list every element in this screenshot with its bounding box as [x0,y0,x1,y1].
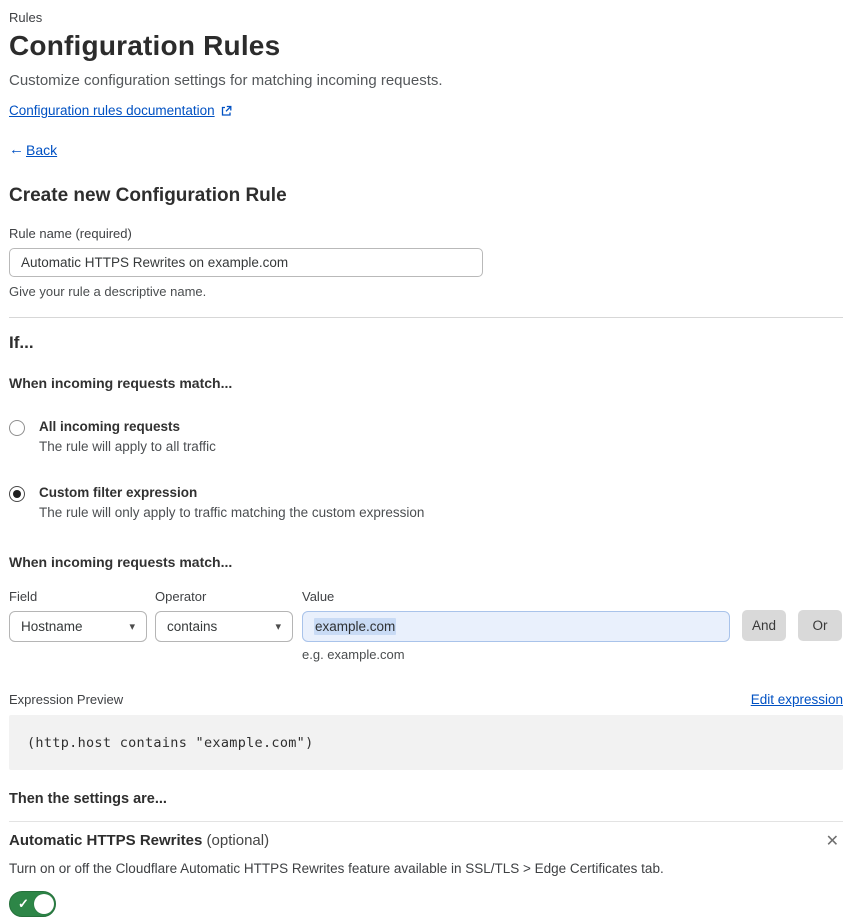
value-input-text: example.com [315,619,396,634]
field-label: Field [9,589,38,604]
back-arrow-icon: ← [9,141,24,158]
radio-custom-filter-label: Custom filter expression [39,485,198,500]
field-select-value: Hostname [21,619,83,634]
setting-description: Turn on or off the Cloudflare Automatic HTTPS Rewrites feature available in SSL/TLS > Edge Certificates tab. [9,861,664,876]
operator-label: Operator [155,589,207,604]
setting-optional-label: (optional) [202,832,270,849]
builder-heading: When incoming requests match... [9,554,233,570]
rule-name-helper: Give your rule a descriptive name. [9,284,207,299]
page-title: Configuration Rules [9,30,281,61]
toggle-knob [34,894,54,914]
radio-option-all-requests[interactable] [9,419,843,454]
rule-name-input[interactable]: Automatic HTTPS Rewrites on example.com [9,248,483,277]
rule-name-label: Rule name (required) [9,226,132,241]
radio-custom-filter[interactable] [9,486,25,502]
setting-divider [9,821,843,822]
documentation-link[interactable]: Configuration rules documentation [9,103,215,118]
expression-builder-row [9,589,843,662]
back-row [9,141,843,158]
expression-code: (http.host contains "example.com") [27,734,314,751]
check-icon: ✓ [18,896,29,911]
operator-select[interactable] [155,611,293,642]
and-button[interactable]: And [742,610,786,641]
chevron-down-icon: ▾ [275,621,281,633]
if-heading: If... [9,333,34,352]
then-heading: Then the settings are... [9,791,167,807]
setting-header [9,832,843,852]
external-link-icon [220,105,232,117]
chevron-down-icon: ▾ [129,621,135,633]
create-rule-heading: Create new Configuration Rule [9,185,287,206]
or-button[interactable]: Or [798,610,842,641]
page-description: Customize configuration settings for matching incoming requests. [9,72,443,89]
value-helper: e.g. example.com [302,647,405,662]
radio-all-requests-description: The rule will apply to all traffic [39,439,216,454]
radio-all-requests[interactable] [9,420,25,436]
expression-preview-row [9,692,843,707]
radio-all-requests-label: All incoming requests [39,419,181,434]
expression-preview-label: Expression Preview [9,692,124,707]
radio-custom-filter-description: The rule will only apply to traffic matching the custom expression [39,505,425,520]
edit-expression-link[interactable]: Edit expression [750,692,843,707]
value-input[interactable] [302,611,730,642]
close-icon[interactable]: ✕ [825,833,839,850]
expression-preview-box [9,715,843,770]
setting-title [9,832,269,849]
documentation-link-row [9,103,843,118]
back-link[interactable]: Back [26,141,58,158]
operator-select-value: contains [167,619,218,634]
field-select[interactable] [9,611,147,642]
radio-option-custom-filter[interactable] [9,485,843,520]
https-rewrites-toggle[interactable] [9,891,56,917]
section-divider [9,317,843,318]
value-label: Value [302,589,335,604]
match-heading: When incoming requests match... [9,375,233,391]
setting-name: Automatic HTTPS Rewrites [9,832,203,849]
breadcrumb-rules: Rules [9,10,43,25]
